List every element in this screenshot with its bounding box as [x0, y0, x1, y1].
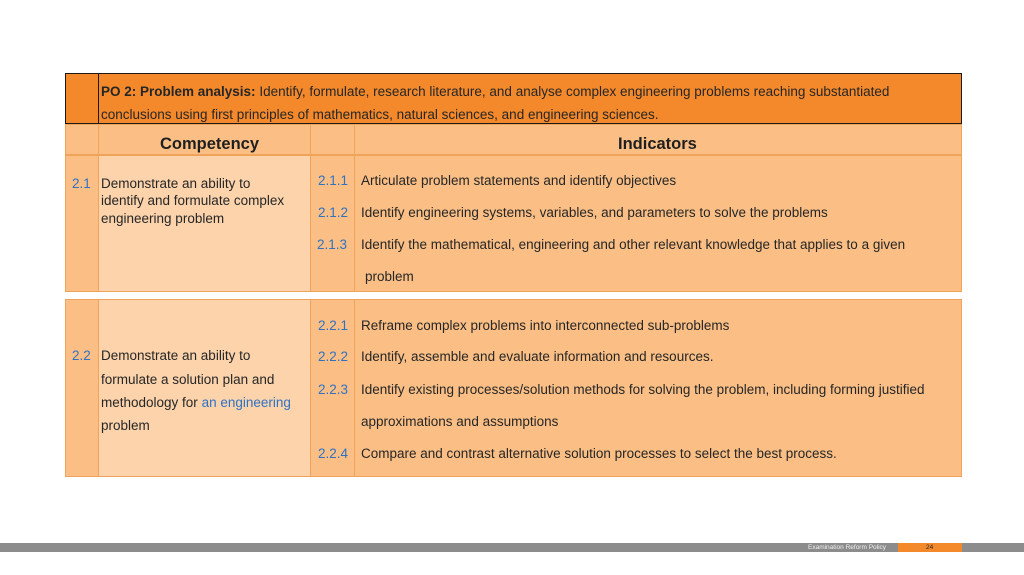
po-title: PO 2: Problem analysis: [101, 84, 256, 99]
indicator-text: Identify the mathematical, engineering and other relevant knowledge that applies to a given [361, 237, 906, 252]
competency-text-line4: problem [101, 418, 150, 433]
header-indicators-cell [355, 125, 961, 154]
page-number: 24 [926, 544, 934, 551]
competency-text-line2: formulate a solution plan and [101, 372, 275, 387]
header-num-cell [66, 125, 99, 154]
competency-header: Competency [160, 135, 260, 153]
po-heading-box [65, 73, 962, 124]
footer-title: Examination Reform Policy [808, 544, 887, 551]
competency-row-2-1 [65, 155, 962, 292]
competency-number: 2.2 [72, 348, 91, 363]
competency-cell [99, 156, 311, 291]
indicator-text-cell [355, 300, 961, 476]
competency-text-line3: engineering problem [101, 211, 225, 226]
header-competency-cell [99, 125, 311, 154]
competency-cell [99, 300, 311, 476]
indicator-id: 2.2.1 [318, 318, 349, 333]
indicator-text: Articulate problem statements and identify objectives [361, 173, 677, 188]
indicator-id: 2.2.2 [318, 349, 349, 364]
competency-text-line2: identify and formulate complex [101, 193, 285, 208]
indicator-text: Identify engineering systems, variables, and parameters to solve the problems [361, 205, 828, 220]
indicator-id: 2.2.3 [318, 382, 349, 397]
competency-row-2-2 [65, 299, 962, 477]
indicator-num-cell [311, 300, 355, 476]
row-num-cell [66, 156, 99, 291]
po-description: Identify, formulate, research literature, and analyse complex engineering problems reaching substantiated conclusions using first principles of mathematics, natural sciences, and engineering sciences. [101, 84, 890, 122]
indicators-header: Indicators [618, 135, 697, 153]
competency-text-highlight: an engineering [201, 395, 291, 410]
po-statement [101, 80, 953, 126]
competency-text-line1: Demonstrate an ability to [101, 348, 251, 363]
competency-text-line1: Demonstrate an ability to [101, 176, 251, 191]
indicator-id: 2.1.3 [317, 237, 348, 252]
indicator-text: Reframe complex problems into interconnected sub-problems [361, 318, 730, 333]
indicator-num-cell [311, 156, 355, 291]
indicator-text: Compare and contrast alternative solution processes to select the best process. [361, 446, 837, 461]
indicator-id: 2.1.2 [318, 205, 349, 220]
indicator-text-cell [355, 156, 961, 291]
indicator-text: Identify, assemble and evaluate information and resources. [361, 349, 714, 364]
header-indicator-num-cell [311, 125, 355, 154]
row-num-cell [66, 300, 99, 476]
indicator-text: Identify existing processes/solution methods for solving the problem, including forming justified [361, 382, 925, 397]
competency-text-line3 [101, 395, 291, 410]
competency-text-plain: methodology for [101, 395, 202, 410]
indicator-text-continued: approximations and assumptions [361, 414, 559, 429]
po-box-divider [98, 74, 99, 123]
indicator-text-continued: problem [365, 269, 414, 284]
indicator-id: 2.2.4 [318, 446, 349, 461]
competency-number: 2.1 [72, 176, 91, 191]
table-header-row [65, 124, 962, 155]
indicator-id: 2.1.1 [318, 173, 349, 188]
